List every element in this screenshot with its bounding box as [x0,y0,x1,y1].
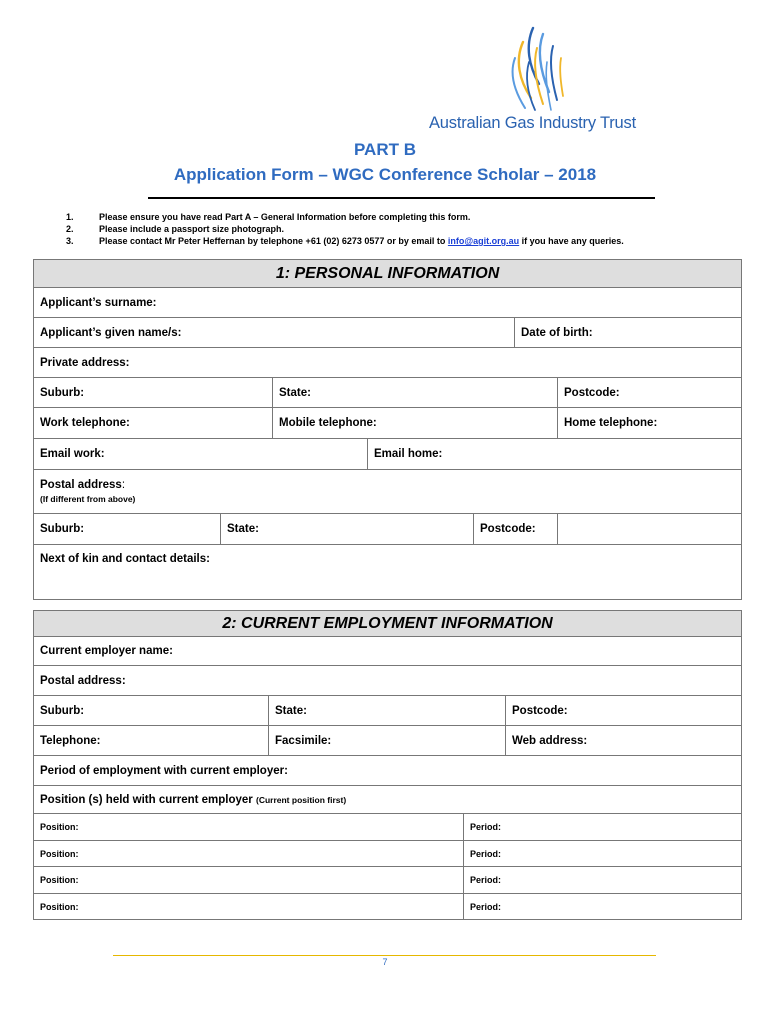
instruction-number: 1. [66,212,74,222]
employer-name-field[interactable]: Current employer name: [34,637,742,666]
footer-divider [113,955,656,956]
title-form-name: Application Form – WGC Conference Scholar – 2018 [173,165,597,184]
postal-address-label: Postal address [40,479,122,491]
position-field[interactable]: Position: [34,867,464,894]
instruction-item [66,223,624,235]
position-field[interactable]: Position: [34,841,464,867]
employer-telephone-field[interactable]: Telephone: [34,726,269,756]
positions-held-heading [34,786,742,814]
gas-flame-icon [503,22,573,114]
logo-text: Australian Gas Industry Trust [429,114,636,132]
agit-logo [425,22,665,137]
postal-address-field[interactable] [34,470,742,514]
postcode-field[interactable]: Postcode: [558,378,742,408]
postal-address-colon: : [121,479,126,491]
instruction-text: Please ensure you have read Part A – General Information before completing this form. [99,212,471,222]
instruction-number: 3. [66,236,74,246]
instruction-item [66,211,624,223]
instruction-number: 2. [66,224,74,234]
suburb-field[interactable]: Suburb: [34,378,273,408]
position-field[interactable]: Position: [34,814,464,841]
employer-postal-address-field[interactable]: Postal address: [34,666,742,696]
given-names-field[interactable]: Applicant’s given name/s: [34,318,515,348]
employer-state-field[interactable]: State: [269,696,506,726]
period-of-employment-field[interactable]: Period of employment with current employer: [34,756,742,786]
title-part: PART B [353,140,416,159]
employer-web-address-field[interactable]: Web address: [506,726,742,756]
period-field[interactable]: Period: [464,894,742,920]
surname-field[interactable]: Applicant’s surname: [34,288,742,318]
form-title [90,140,680,188]
postal-state-field[interactable]: State: [221,514,474,545]
postal-postcode-input[interactable] [558,514,742,545]
section-1-header: 1: PERSONAL INFORMATION [34,260,742,288]
private-address-field[interactable]: Private address: [34,348,742,378]
employer-postcode-field[interactable]: Postcode: [506,696,742,726]
employer-suburb-field[interactable]: Suburb: [34,696,269,726]
employment-information-table [33,610,742,920]
positions-held-label: Position (s) held with current employer [40,793,256,806]
postal-postcode-label: Postcode: [474,514,558,545]
email-link[interactable]: info@agit.org.au [447,236,520,246]
date-of-birth-field[interactable]: Date of birth: [515,318,742,348]
employer-facsimile-field[interactable]: Facsimile: [269,726,506,756]
state-field[interactable]: State: [273,378,558,408]
instruction-text [99,235,624,247]
work-telephone-field[interactable]: Work telephone: [34,408,273,439]
position-field[interactable]: Position: [34,894,464,920]
email-home-field[interactable]: Email home: [368,439,742,470]
postal-suburb-field[interactable]: Suburb: [34,514,221,545]
mobile-telephone-field[interactable]: Mobile telephone: [273,408,558,439]
instruction-text-before: Please contact Mr Peter Heffernan by telephone +61 (02) 6273 0577 or by email to [99,236,448,246]
postal-address-note: (If different from above) [40,494,136,504]
instructions-list [66,211,624,247]
period-field[interactable]: Period: [464,841,742,867]
personal-information-table [33,259,742,600]
instruction-text-after: if you have any queries. [519,236,624,246]
next-of-kin-field[interactable]: Next of kin and contact details: [34,545,742,600]
period-field[interactable]: Period: [464,867,742,894]
instruction-item [66,235,624,247]
period-field[interactable]: Period: [464,814,742,841]
section-2-header: 2: CURRENT EMPLOYMENT INFORMATION [34,611,742,637]
email-work-field[interactable]: Email work: [34,439,368,470]
home-telephone-field[interactable]: Home telephone: [558,408,742,439]
page-number: 7 [382,957,388,967]
instruction-text: Please include a passport size photograph. [99,224,285,234]
title-divider [148,197,655,199]
positions-held-note: (Current position first) [255,794,347,805]
